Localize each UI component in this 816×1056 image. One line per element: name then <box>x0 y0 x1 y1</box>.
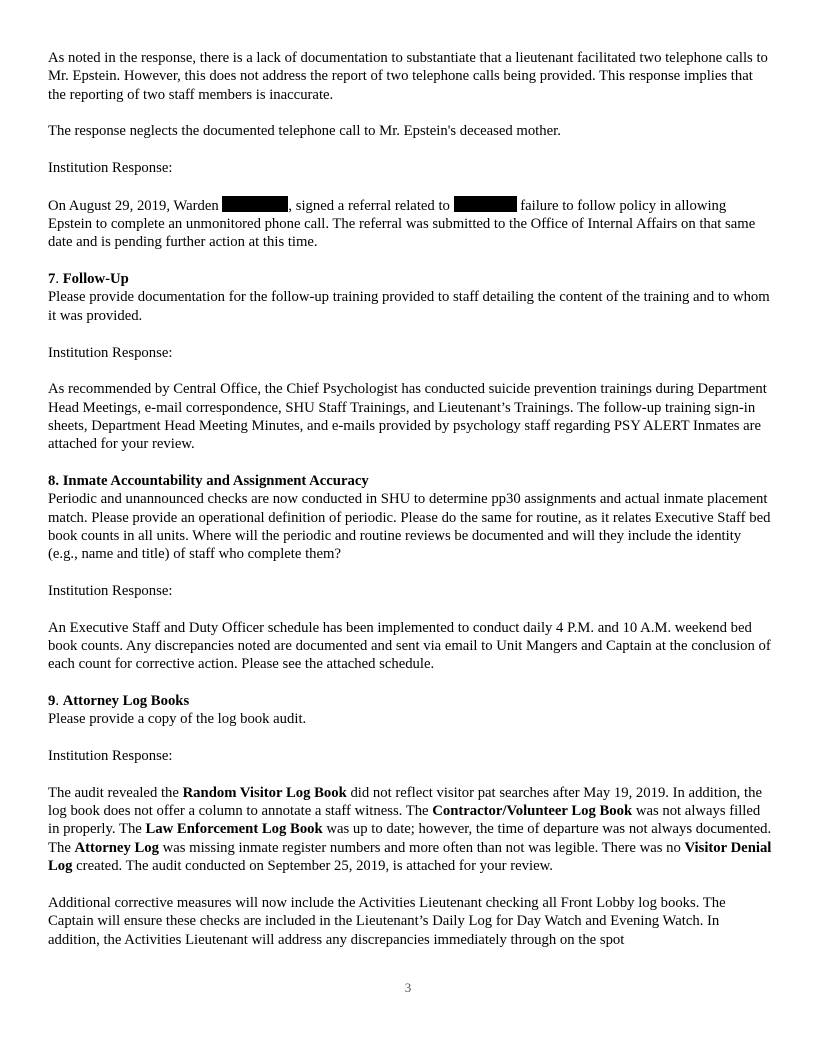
section-9-body: Please provide a copy of the log book audit. <box>48 711 307 728</box>
referral-text-c: failure to follow policy in allowing Epstein to complete an unmonitored phone call. The referral was submitted to the Office of Internal Affairs on that same date and is pending further action at this time. <box>48 197 756 251</box>
paragraph-corrective-measures: Additional corrective measures will now include the Activities Lieutenant checking all Front Lobby log books. The Captain will ensure these checks are included in the Lieutenant’s Daily Log for Day Watch and Evening Watch. In addition, the Activities Lieutenant will address any discrepancies immediately through on the spot <box>48 894 726 948</box>
law-enforcement-log-book: Law Enforcement Log Book <box>145 821 323 838</box>
contractor-volunteer-log-book: Contractor/Volunteer Log Book <box>432 803 633 820</box>
section-7-body: Please provide documentation for the follow-up training provided to staff detailing the content of the training and to whom it was provided. <box>48 289 770 324</box>
paragraph-deceased-mother-call: The response neglects the documented telephone call to Mr. Epstein's deceased mother. <box>48 123 561 140</box>
section-7-title: Follow-Up <box>62 271 129 288</box>
institution-response-label: Institution Response: <box>48 582 173 599</box>
redaction-block-warden-name <box>222 196 288 212</box>
institution-response-label: Institution Response: <box>48 344 173 361</box>
paragraph-suicide-prevention-training: As recommended by Central Office, the Chief Psychologist has conducted suicide prevention trainings during Department Head Meetings, e-mail correspondence, SHU Staff Trainings, and Lieutenant’s Trainings. The follow-up training sign-in sheets, Department Head Meeting Minutes, and e-mails provided by psychology staff regarding PSY ALERT Inmates are attached for your review. <box>48 381 767 453</box>
page-number: 3 <box>404 980 412 995</box>
section-9-separator: . <box>55 693 63 710</box>
visitor-denial-log: Visitor Denial Log <box>48 839 772 875</box>
institution-response-label: Institution Response: <box>48 748 173 765</box>
audit-text-2: did not reflect visitor pat searches after May 19, 2019. In addition, the log book does not offer a column to annotate a staff witness. The <box>48 784 762 820</box>
referral-text-b: , signed a referral related to <box>288 197 454 214</box>
document-page <box>48 49 772 967</box>
random-visitor-log-book: Random Visitor Log Book <box>182 784 347 801</box>
section-8-title: 8. Inmate Accountability and Assignment Accuracy <box>48 472 369 489</box>
redaction-block-staff-name <box>454 196 517 212</box>
institution-response-label: Institution Response: <box>48 160 173 177</box>
section-7-separator: . <box>55 271 63 288</box>
paragraph-warden-referral <box>48 196 772 252</box>
section-9-number: 9 <box>48 693 56 710</box>
audit-text-4: was up to date; however, the time of departure was not always documented. The <box>48 821 772 856</box>
paragraph-documentation-gap: As noted in the response, there is a lack of documentation to substantiate that a lieutenant facilitated two telephone calls to Mr. Epstein. However, this does not address the report of two telephone calls being provided. This response implies that the reporting of two staff members is inaccurate. <box>48 50 768 103</box>
section-7-heading <box>48 270 772 288</box>
section-9-title: Attorney Log Books <box>62 693 190 710</box>
referral-text-a: On August 29, 2019, Warden <box>48 197 223 214</box>
section-8-body: Periodic and unannounced checks are now conducted in SHU to determine pp30 assignments and actual inmate placement match. Please provide an operational definition of periodic. Please do the same for routine, as it relates Executive Staff bed book counts in all units. Where will the periodic and routine reviews be documented and will they include the identity (e.g., name and title) of staff who complete them? <box>48 491 771 563</box>
audit-text-1: The audit revealed the <box>48 784 183 801</box>
section-9-heading <box>48 692 772 710</box>
paragraph-log-book-audit <box>48 784 772 876</box>
section-7-number: 7 <box>48 271 56 288</box>
audit-text-3: was not always filled in properly. The <box>48 803 761 838</box>
paragraph-bed-book-counts: An Executive Staff and Duty Officer schedule has been implemented to conduct daily 4 P.M. and 10 A.M. weekend bed book counts. Any discrepancies noted are documented and sent via email to Unit Mangers and Captain at the conclusion of each count for corrective action. Please see the attached schedule. <box>48 619 771 673</box>
section-8-heading <box>48 472 772 490</box>
audit-text-5: was missing inmate register numbers and more often than not was legible. There was no <box>158 839 685 856</box>
audit-text-6: created. The audit conducted on September 25, 2019, is attached for your review. <box>72 858 553 875</box>
attorney-log: Attorney Log <box>74 839 159 856</box>
